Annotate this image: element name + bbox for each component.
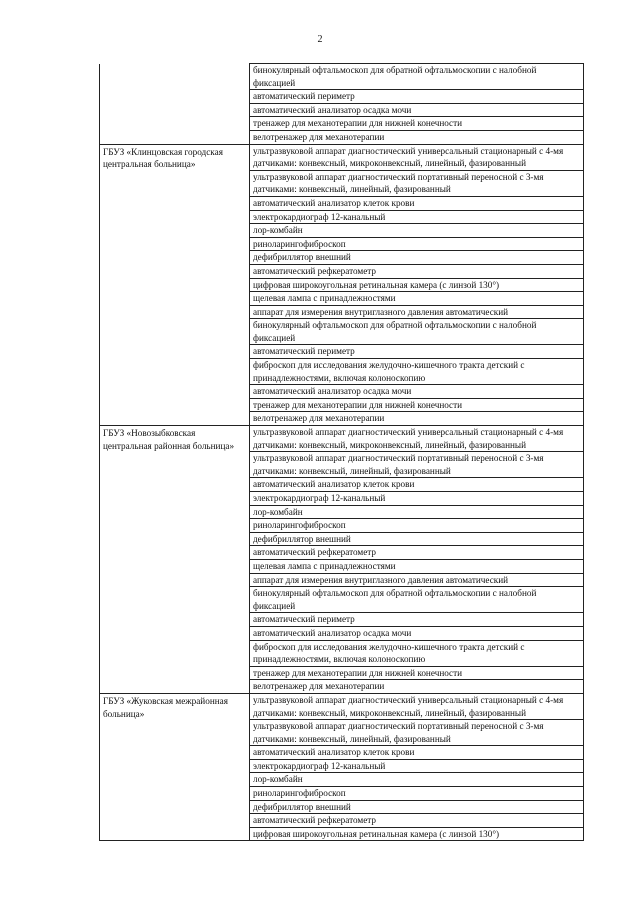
equipment-cell: автоматический рефкератометр: [250, 814, 584, 828]
equipment-cell: риноларингофиброскоп: [250, 519, 584, 533]
table-row: [100, 426, 584, 452]
equipment-cell: ультразвуковой аппарат диагностический портативный переносной с 3-мя датчиками: конвексный, линейный, фазированный: [250, 452, 584, 478]
equipment-cell: цифровая широкоугольная ретинальная камера (с линзой 130°): [250, 278, 584, 292]
equipment-cell: ультразвуковой аппарат диагностический универсальный стационарный с 4-мя датчиками: конвексный, микроконвексный, линейный, фазированный: [250, 144, 584, 170]
institution-cell: ГБУЗ «Жуковская межрайонная больница»: [100, 693, 250, 841]
equipment-cell: фиброскоп для исследования желудочно-кишечного тракта детский с принадлежностями, включая колоноскопию: [250, 640, 584, 666]
equipment-cell: автоматический рефкератометр: [250, 264, 584, 278]
equipment-cell: фиброскоп для исследования желудочно-кишечного тракта детский с принадлежностями, включая колоноскопию: [250, 359, 584, 385]
equipment-cell: велотренажер для механотерапии: [250, 412, 584, 426]
table-row: [100, 693, 584, 719]
equipment-cell: велотренажер для механотерапии: [250, 130, 584, 144]
equipment-cell: щелевая лампа с принадлежностями: [250, 559, 584, 573]
institution-cell: ГБУЗ «Клинцовская городская центральная больница»: [100, 144, 250, 425]
equipment-cell: автоматический анализатор осадка мочи: [250, 103, 584, 117]
equipment-cell: дефибриллятор внешний: [250, 532, 584, 546]
table-row: [100, 64, 584, 90]
equipment-cell: ультразвуковой аппарат диагностический портативный переносной с 3-мя датчиками: конвексный, линейный, фазированный: [250, 720, 584, 746]
institution-cell: ГБУЗ «Новозыбковская центральная районная больница»: [100, 426, 250, 694]
equipment-cell: электрокардиограф 12-канальный: [250, 210, 584, 224]
equipment-cell: электрокардиограф 12-канальный: [250, 759, 584, 773]
institution-cell: [100, 64, 250, 145]
equipment-cell: автоматический анализатор клеток крови: [250, 196, 584, 210]
equipment-cell: бинокулярный офтальмоскоп для обратной офтальмоскопии с налобной фиксацией: [250, 64, 584, 90]
equipment-cell: автоматический анализатор осадка мочи: [250, 385, 584, 399]
equipment-cell: ультразвуковой аппарат диагностический универсальный стационарный с 4-мя датчиками: конвексный, микроконвексный, линейный, фазированный: [250, 426, 584, 452]
equipment-cell: риноларингофиброскоп: [250, 237, 584, 251]
equipment-cell: велотренажер для механотерапии: [250, 680, 584, 694]
equipment-cell: аппарат для измерения внутриглазного давления автоматический: [250, 305, 584, 319]
equipment-cell: автоматический анализатор клеток крови: [250, 746, 584, 760]
equipment-cell: электрокардиограф 12-канальный: [250, 492, 584, 506]
equipment-cell: автоматический периметр: [250, 90, 584, 104]
equipment-cell: лор-комбайн: [250, 224, 584, 238]
equipment-cell: ультразвуковой аппарат диагностический портативный переносной с 3-мя датчиками: конвексный, линейный, фазированный: [250, 170, 584, 196]
equipment-cell: лор-комбайн: [250, 773, 584, 787]
equipment-cell: автоматический анализатор осадка мочи: [250, 626, 584, 640]
equipment-cell: аппарат для измерения внутриглазного давления автоматический: [250, 573, 584, 587]
table-row: [100, 144, 584, 170]
equipment-cell: тренажер для механотерапии для нижней конечности: [250, 117, 584, 131]
equipment-cell: автоматический рефкератометр: [250, 546, 584, 560]
equipment-cell: цифровая широкоугольная ретинальная камера (с линзой 130°): [250, 827, 584, 841]
equipment-cell: лор-комбайн: [250, 505, 584, 519]
equipment-cell: щелевая лампа с принадлежностями: [250, 292, 584, 306]
equipment-cell: риноларингофиброскоп: [250, 787, 584, 801]
equipment-cell: бинокулярный офтальмоскоп для обратной офтальмоскопии с налобной фиксацией: [250, 319, 584, 345]
equipment-cell: тренажер для механотерапии для нижней конечности: [250, 666, 584, 680]
equipment-cell: дефибриллятор внешний: [250, 251, 584, 265]
equipment-cell: автоматический периметр: [250, 613, 584, 627]
equipment-cell: ультразвуковой аппарат диагностический универсальный стационарный с 4-мя датчиками: конвексный, микроконвексный, линейный, фазированный: [250, 693, 584, 719]
equipment-table: [99, 63, 584, 841]
equipment-cell: дефибриллятор внешний: [250, 800, 584, 814]
page-number: 2: [317, 34, 323, 45]
equipment-cell: автоматический анализатор клеток крови: [250, 478, 584, 492]
equipment-cell: тренажер для механотерапии для нижней конечности: [250, 398, 584, 412]
equipment-cell: бинокулярный офтальмоскоп для обратной офтальмоскопии с налобной фиксацией: [250, 587, 584, 613]
equipment-cell: автоматический периметр: [250, 345, 584, 359]
